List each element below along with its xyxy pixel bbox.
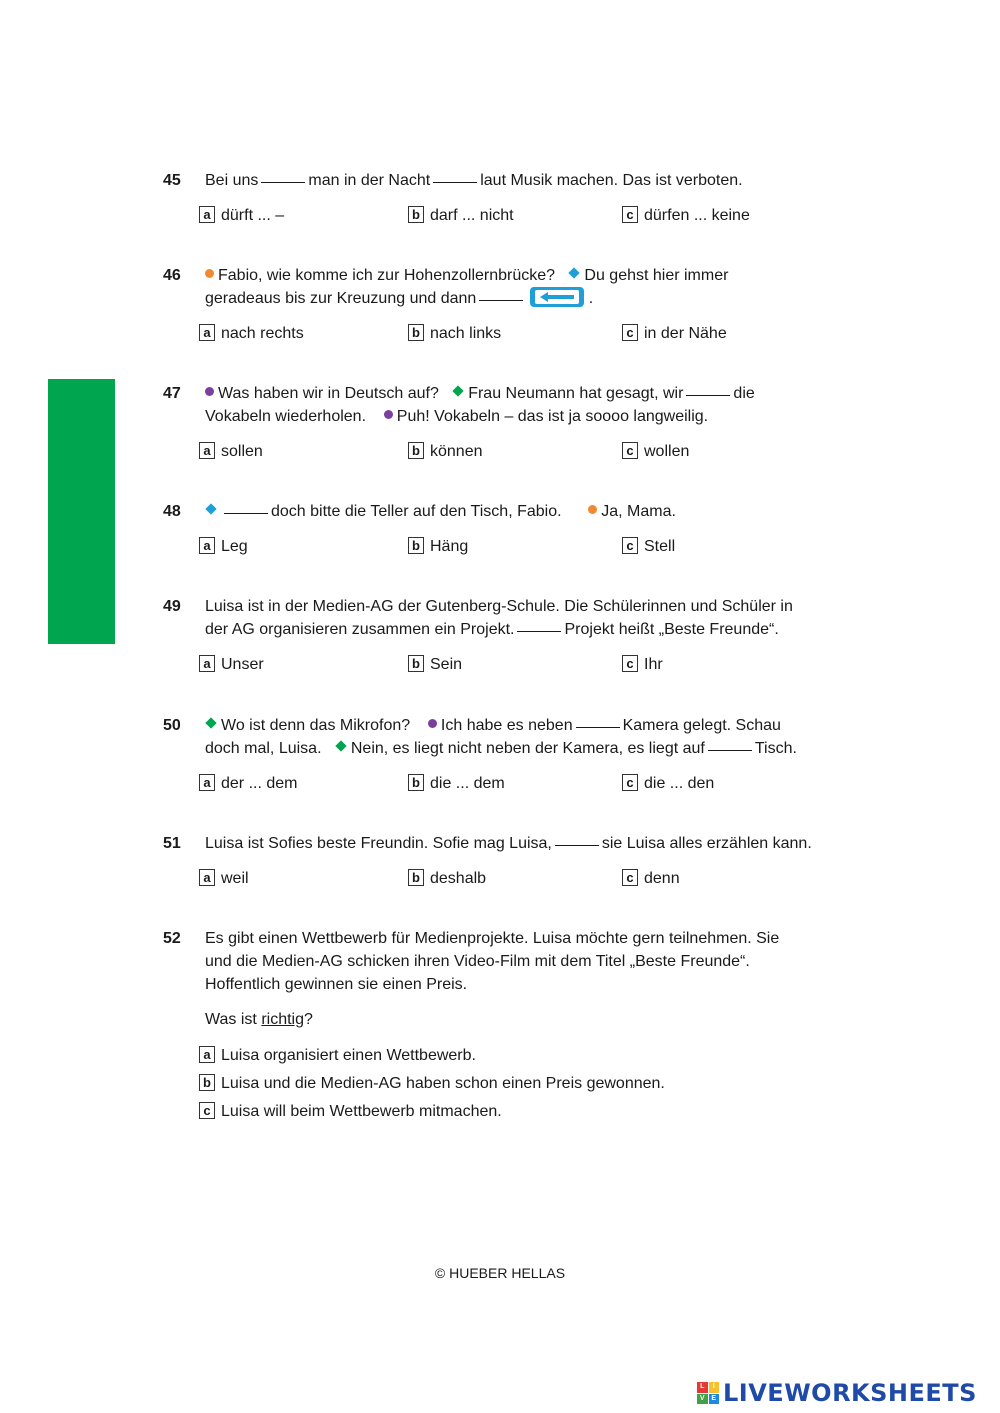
option-c[interactable]: c Ihr [622,653,663,676]
option-c[interactable]: c dürfen ... keine [622,204,750,227]
option-c[interactable]: c Luisa will beim Wettbewerb mitmachen. [199,1100,502,1123]
option-a[interactable]: a nach rechts [199,322,304,345]
option-b[interactable]: b können [408,440,483,463]
option-a[interactable]: a Unser [199,653,264,676]
option-b[interactable]: b Luisa und die Medien-AG haben schon einen Preis gewonnen. [199,1072,665,1095]
question-text: Bei uns man in der Nacht laut Musik machen. Das ist verboten. [205,172,743,189]
option-b[interactable]: b die ... dem [408,772,505,795]
option-a[interactable]: a dürft ... – [199,204,284,227]
question-number: 46 [163,267,181,284]
green-speaker-diamond-icon [453,385,464,396]
options-row [199,204,849,228]
options-row [199,322,849,346]
copyright-footer: © HUEBER HELLAS [434,1265,566,1281]
option-a[interactable]: a der ... dem [199,772,297,795]
option-b[interactable]: b darf ... nicht [408,204,514,227]
question-text: Es gibt einen Wettbewerb für Medienprojekte. Luisa möchte gern teilnehmen. Sie und die Medien-AG schicken ihren Video-Film mit dem Titel „Beste Freunde“. Hoffentlich gewinnen sie einen Preis. Was ist richtig? [205,927,855,1031]
green-speaker-diamond-icon [335,740,346,751]
brand-name: LIVEWORKSHEETS [723,1379,977,1407]
options-row [199,772,849,796]
side-color-bar [48,379,115,644]
answer-blank[interactable] [708,749,752,751]
option-a[interactable]: a weil [199,867,249,890]
question-number: 49 [163,598,181,615]
question-number: 52 [163,930,181,947]
question-number: 45 [163,172,181,189]
option-c[interactable]: c in der Nähe [622,322,727,345]
option-c[interactable]: c Stell [622,535,675,558]
options-row [199,867,849,891]
purple-speaker-dot-icon [205,387,214,396]
options-row [199,535,849,559]
question-text: Luisa ist Sofies beste Freundin. Sofie mag Luisa, sie Luisa alles erzählen kann. [205,835,812,852]
question-text: Was haben wir in Deutsch auf? Frau Neumann hat gesagt, wir die Vokabeln wiederholen. Puh! Vokabeln – das ist ja soooo langweilig. [205,385,755,425]
option-a[interactable]: a Luisa organisiert einen Wettbewerb. [199,1044,476,1067]
answer-blank[interactable] [517,630,561,632]
orange-speaker-dot-icon [588,505,597,514]
green-speaker-diamond-icon [205,717,216,728]
option-a[interactable]: a Leg [199,535,248,558]
options-row [199,440,849,464]
answer-blank[interactable] [261,181,305,183]
option-b[interactable]: b nach links [408,322,501,345]
arrow-left-icon [530,287,584,307]
question-text: Fabio, wie komme ich zur Hohenzollernbrücke? Du gehst hier immer geradeaus bis zur Kreuzung und dann . [205,267,729,307]
options-row [199,653,849,677]
question-text: Wo ist denn das Mikrofon? Ich habe es neben Kamera gelegt. Schau doch mal, Luisa. Nein, es liegt nicht neben der Kamera, es liegt auf Tisch. [205,717,797,757]
option-c[interactable]: c denn [622,867,680,890]
purple-speaker-dot-icon [428,719,437,728]
liveworksheets-logo[interactable] [697,1378,977,1408]
purple-speaker-dot-icon [384,410,393,419]
answer-blank[interactable] [576,726,620,728]
blue-speaker-diamond-icon [205,503,216,514]
liveworksheets-logo-icon: L I V E [697,1382,719,1404]
answer-blank[interactable] [433,181,477,183]
answer-blank[interactable] [686,394,730,396]
option-c[interactable]: c wollen [622,440,689,463]
question-number: 51 [163,835,181,852]
option-b[interactable]: b deshalb [408,867,486,890]
answer-blank[interactable] [224,512,268,514]
answer-blank[interactable] [479,299,523,301]
orange-speaker-dot-icon [205,269,214,278]
blue-speaker-diamond-icon [569,267,580,278]
question-text: Luisa ist in der Medien-AG der Gutenberg-Schule. Die Schülerinnen und Schüler in der AG organisieren zusammen ein Projekt. Projekt heißt „Beste Freunde“. [205,598,793,638]
question-number: 47 [163,385,181,402]
option-c[interactable]: c die ... den [622,772,714,795]
answer-blank[interactable] [555,844,599,846]
question-number: 48 [163,503,181,520]
question-prompt: Was ist richtig? [205,1011,313,1028]
option-a[interactable]: a sollen [199,440,263,463]
option-b[interactable]: b Häng [408,535,468,558]
question-text: doch bitte die Teller auf den Tisch, Fabio. Ja, Mama. [205,500,855,523]
option-b[interactable]: b Sein [408,653,462,676]
question-number: 50 [163,717,181,734]
